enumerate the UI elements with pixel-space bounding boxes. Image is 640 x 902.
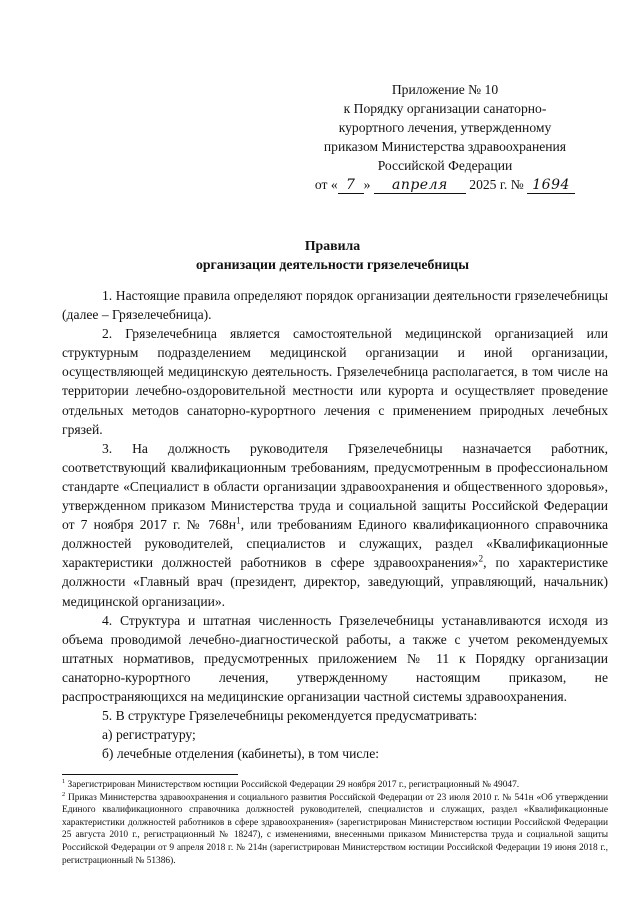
appendix-number: Приложение № 10 — [391, 82, 499, 97]
paragraph-3-part-a: 3. На должность руководителя Грязелечебницы назначается работник, соответствующий квалификационным требованиям, предусмотренным в профессиональном стандарте «Специалист в области организации здравоохранения и общественного здоровья», утвержденном приказом Министерства труда и социальной защиты Российской Федерации от 7 ноября 2017 г. № 768н — [62, 440, 608, 533]
order-date-line — [300, 175, 590, 194]
title-line-1: Правила — [304, 238, 361, 253]
document-body — [62, 286, 608, 763]
list-item-b: б) лечебные отделения (кабинеты), в том числе: — [102, 746, 380, 762]
paragraph-5: 5. В структуре Грязелечебницы рекомендуется предусматривать: — [102, 708, 478, 724]
paragraph-4: 4. Структура и штатная численность Грязелечебницы устанавливаются исходя из объема проводимой лечебно-диагностической работы, а также с учетом рекомендуемых штатных нормативов, предусмотренных приложением № 11 к Порядку организации санаторно-курортного лечения, утвержденному настоящим приказом, не распространяющихся на медицинские организации частной системы здравоохранения. — [62, 612, 608, 704]
appendix-ref-line-1: к Порядку организации санаторно- — [343, 101, 547, 116]
appendix-ref-line-3: приказом Министерства здравоохранения — [323, 139, 567, 154]
order-day: 7 — [338, 178, 364, 194]
list-item-a: а) регистратуру; — [102, 727, 196, 743]
paragraph-1: 1. Настоящие правила определяют порядок организации деятельности грязелечебницы (далее – Грязелечебница). — [62, 288, 608, 323]
title-line-2: организации деятельности грязелечебницы — [195, 257, 470, 272]
footnote-divider — [62, 774, 238, 775]
paragraph-3-part-c: , по характеристике должности «Главный врач (президент, директор, заведующий, управляющий, начальник) медицинской организации». — [62, 555, 608, 609]
footnote-1-text: Зарегистрирован Министерством юстиции Российской Федерации 29 ноября 2017 г., регистрационный № 49047. — [65, 780, 520, 790]
footnote-1-number: 1 — [62, 777, 66, 785]
footnote-ref-2: 2 — [478, 553, 484, 564]
order-year: 2025 г. № — [469, 177, 524, 192]
footnote-2 — [62, 792, 608, 868]
document-title — [60, 236, 605, 274]
order-month: апреля — [374, 178, 466, 194]
order-mid: » — [363, 177, 371, 192]
paragraph-3-part-b: , или требованиям Единого квалификационного справочника должностей руководителей, специалистов и служащих, раздел «Квалификационные характеристики должностей работников в сфере здравоохранения» — [62, 517, 608, 571]
appendix-ref-line-4: Российской Федерации — [377, 158, 513, 173]
footnote-2-number: 2 — [62, 790, 66, 798]
order-prefix: от « — [314, 177, 338, 192]
order-number: 1694 — [527, 178, 575, 194]
appendix-header — [300, 80, 590, 194]
paragraph-2: 2. Грязелечебница является самостоятельной медицинской организацией или структурным подразделением медицинской организации и иной организации, осуществляющей медицинскую деятельность. Грязелечебница располагается, в том числе на территории лечебно-оздоровительной местности или курорта и осуществляет проведение отдельных методов санаторно-курортного лечения с применением природных лечебных грязей. — [62, 326, 608, 437]
footnote-2-text: Приказ Министерства здравоохранения и социального развития Российской Федерации от 23 июля 2010 г. № 541н «Об утверждении Единого квалификационного справочника должностей руководителей, специалистов и служащих, раздел «Квалификационные характеристики должностей работников в сфере здравоохранения» (зарегистрирован Министерством юстиции Российской Федерации 25 августа 2010 г., регистрационный № 18247), с изменениями, внесенными приказом Министерства труда и социальной защиты Российской Федерации от 9 апреля 2018 г. № 214н (зарегистрирован Министерством юстиции Российской Федерации 19 июня 2018 г., регистрационный № 51386). — [62, 792, 608, 866]
footnote-1 — [62, 779, 608, 792]
footnotes — [62, 779, 608, 867]
appendix-ref-line-2: курортного лечения, утвержденному — [338, 120, 552, 135]
paragraph-3 — [62, 439, 608, 611]
footnote-ref-1: 1 — [236, 515, 241, 526]
